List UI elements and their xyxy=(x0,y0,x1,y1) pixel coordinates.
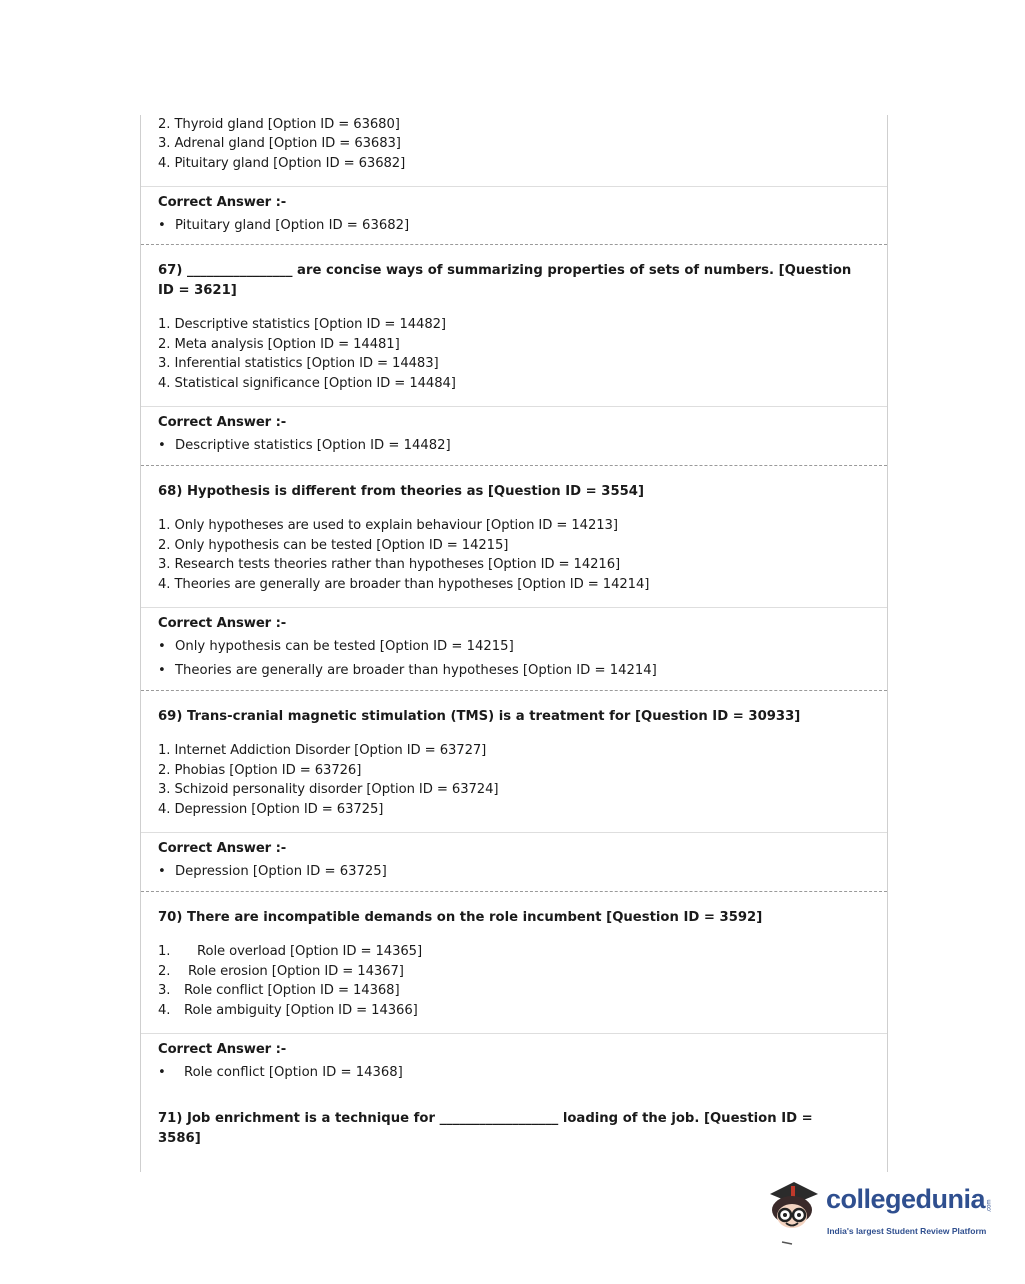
q66-answer: • Pituitary gland [Option ID = 63682] xyxy=(158,218,410,233)
logo-wordmark: collegedunia xyxy=(826,1184,986,1214)
q67-option-1: 1. Descriptive statistics [Option ID = 14482] xyxy=(158,317,446,332)
divider xyxy=(141,607,887,608)
logo-com: .com xyxy=(986,1199,993,1213)
collegedunia-logo xyxy=(764,1176,994,1246)
logo-tagline: India's largest Student Review Platform xyxy=(827,1226,987,1236)
q70-title: 70) There are incompatible demands on the role incumbent [Question ID = 3592] xyxy=(158,910,763,925)
q67-title: 67) ________________ are concise ways of summarizing properties of sets of numbers. [Question ID = 3621] xyxy=(158,263,852,298)
q70-option-3: 3. Role conflict [Option ID = 14368] xyxy=(158,983,400,998)
q68-option-2: 2. Only hypothesis can be tested [Option ID = 14215] xyxy=(158,538,509,553)
q69-option-1: 1. Internet Addiction Disorder [Option ID = 63727] xyxy=(158,743,487,758)
q68-option-3: 3. Research tests theories rather than hypotheses [Option ID = 14216] xyxy=(158,557,621,572)
question-separator xyxy=(141,244,887,245)
q66-option-2: 2. Thyroid gland [Option ID = 63680] xyxy=(158,117,400,132)
q66-correct-label: Correct Answer :- xyxy=(158,195,287,210)
question-separator xyxy=(141,465,887,466)
question-separator xyxy=(141,690,887,691)
q68-answer-2: • Theories are generally are broader than hypotheses [Option ID = 14214] xyxy=(158,663,657,678)
q67-option-4: 4. Statistical significance [Option ID = 14484] xyxy=(158,376,456,391)
q66-option-3: 3. Adrenal gland [Option ID = 63683] xyxy=(158,136,401,151)
q66-option-4: 4. Pituitary gland [Option ID = 63682] xyxy=(158,156,406,171)
q69-option-2: 2. Phobias [Option ID = 63726] xyxy=(158,763,362,778)
q70-option-2: 2. Role erosion [Option ID = 14367] xyxy=(158,964,404,979)
mascot-icon xyxy=(764,1176,824,1246)
q71-title: 71) Job enrichment is a technique for __________________ loading of the job. [Question ID = 3586] xyxy=(158,1111,813,1146)
q70-correct-label: Correct Answer :- xyxy=(158,1042,287,1057)
question-paper-frame xyxy=(140,115,888,1172)
divider xyxy=(141,832,887,833)
divider xyxy=(141,1033,887,1034)
q68-title: 68) Hypothesis is different from theories as [Question ID = 3554] xyxy=(158,484,645,499)
question-separator xyxy=(141,891,887,892)
q67-correct-label: Correct Answer :- xyxy=(158,415,287,430)
q68-answer-1: • Only hypothesis can be tested [Option ID = 14215] xyxy=(158,639,514,654)
q68-correct-label: Correct Answer :- xyxy=(158,616,287,631)
q70-option-4: 4. Role ambiguity [Option ID = 14366] xyxy=(158,1003,418,1018)
q69-option-3: 3. Schizoid personality disorder [Option ID = 63724] xyxy=(158,782,499,797)
q68-option-4: 4. Theories are generally are broader than hypotheses [Option ID = 14214] xyxy=(158,577,650,592)
q69-title: 69) Trans-cranial magnetic stimulation (TMS) is a treatment for [Question ID = 30933] xyxy=(158,709,801,724)
q69-correct-label: Correct Answer :- xyxy=(158,841,287,856)
q68-option-1: 1. Only hypotheses are used to explain behaviour [Option ID = 14213] xyxy=(158,518,618,533)
q67-option-3: 3. Inferential statistics [Option ID = 14483] xyxy=(158,356,439,371)
divider xyxy=(141,406,887,407)
q67-option-2: 2. Meta analysis [Option ID = 14481] xyxy=(158,337,400,352)
q67-answer: • Descriptive statistics [Option ID = 14482] xyxy=(158,438,451,453)
divider xyxy=(141,186,887,187)
q69-option-4: 4. Depression [Option ID = 63725] xyxy=(158,802,384,817)
q70-option-1: 1. Role overload [Option ID = 14365] xyxy=(158,944,423,959)
q69-answer: • Depression [Option ID = 63725] xyxy=(158,864,387,879)
q70-answer: • Role conflict [Option ID = 14368] xyxy=(158,1065,403,1080)
